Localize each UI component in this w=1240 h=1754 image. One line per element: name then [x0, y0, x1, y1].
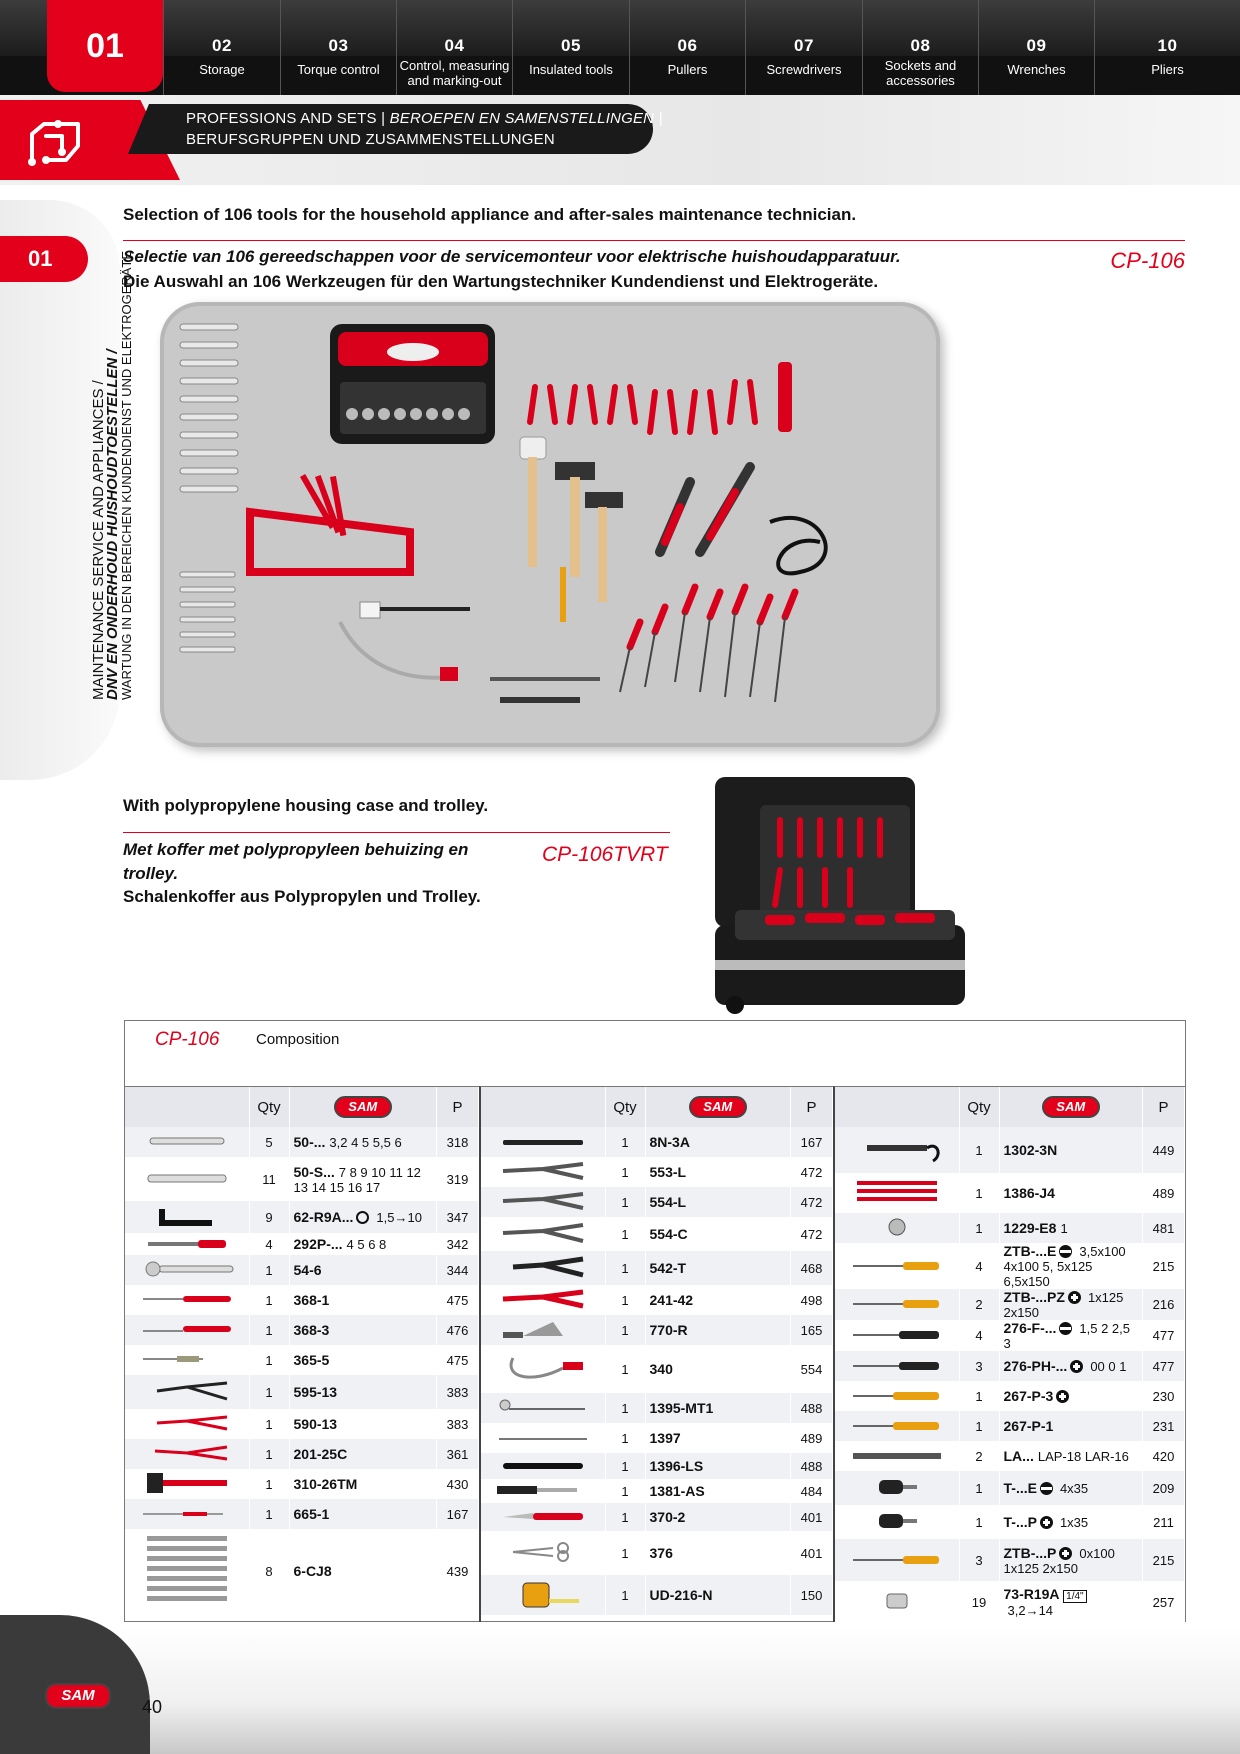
header-image: [481, 1087, 605, 1127]
punch-icon: [481, 1127, 605, 1157]
table-row: 9 62-R9A... 1,5→10 347: [125, 1201, 479, 1233]
punch-set-icon: [125, 1529, 249, 1613]
scriber-icon: [125, 1499, 249, 1529]
table-row: 1 1395-MT1 488: [481, 1393, 833, 1423]
table-row: 2 LA... LAP-18 LAR-16 420: [835, 1441, 1185, 1471]
header-brand: [289, 1087, 437, 1127]
table-row: 2 ZTB-...PZ 1x125 2x150 216: [835, 1289, 1185, 1320]
table-row: 19 73-R19A 1/4"3,2→14 257: [835, 1581, 1185, 1623]
wrench-icon: [125, 1127, 249, 1157]
nav-item-torque-control[interactable]: 03 Torque control: [280, 0, 396, 95]
table-row: 1 365-5 475: [125, 1345, 479, 1375]
nav-item-storage[interactable]: 02 Storage: [163, 0, 280, 95]
flashlight-icon: [481, 1453, 605, 1479]
table-row: 1 T-...P 1x35 211: [835, 1505, 1185, 1539]
sam-logo: SAM: [689, 1096, 747, 1118]
table-row: 1 376 401: [481, 1531, 833, 1575]
divider: [123, 240, 1185, 241]
stubby-screwdriver-icon: [835, 1471, 959, 1505]
water-pump-pliers-icon: [125, 1439, 249, 1469]
header-qty: Qty: [605, 1087, 645, 1127]
table-row: 1 310-26TM 430: [125, 1469, 479, 1499]
header-brand: [999, 1087, 1143, 1127]
product-reference: CP-106: [1110, 248, 1185, 273]
screwdriver-icon: [835, 1539, 959, 1581]
screwdriver-icon: [835, 1381, 959, 1411]
table-row: 1 595-13 383: [125, 1375, 479, 1409]
table-row: 1 665-1 167: [125, 1499, 479, 1529]
sam-logo: SAM: [45, 1683, 111, 1709]
composition-ref: CP-106: [155, 1029, 220, 1050]
phillips-tip-icon: [1040, 1516, 1053, 1529]
hex-key-icon: [125, 1201, 249, 1233]
case-de: Schalenkoffer aus Polypropylen und Trolley.: [123, 887, 481, 906]
tweezers-icon: [125, 1345, 249, 1375]
header-qty: Qty: [959, 1087, 999, 1127]
title-en: PROFESSIONS AND SETS |: [186, 110, 386, 127]
table-row: 1 1397 489: [481, 1423, 833, 1453]
side-line-de: WARTUNG IN DEN BEREICHEN KUNDENDIENST UND ELEKTROGERÄTE: [119, 250, 134, 700]
precision-screwdriver-icon: [835, 1320, 959, 1351]
nav-item-sockets[interactable]: 08 Sockets and accessories: [862, 0, 978, 95]
intro-de: Die Auswahl an 106 Werkzeugen für den Wartungstechniker Kundendienst und Elektrogeräte.: [123, 272, 879, 291]
side-category-label: [90, 250, 134, 700]
table-row: 1 267-P-1 231: [835, 1411, 1185, 1441]
title-de: BERUFSGRUPPEN UND ZUSAMMENSTELLUNGEN: [186, 131, 555, 148]
header-image: [125, 1087, 249, 1127]
table-row: 1 1386-J4 489: [835, 1173, 1185, 1213]
pliers-icon: [481, 1187, 605, 1217]
nav-item-pullers[interactable]: 06 Pullers: [629, 0, 745, 95]
side-tab-number[interactable]: 01: [0, 236, 88, 282]
table-row: 4 276-F-... 1,5 2 2,5 3 477: [835, 1320, 1185, 1351]
pin-punch-set-icon: [835, 1173, 959, 1213]
stubby-screwdriver-icon: [835, 1505, 959, 1539]
table-row: 4 292P-... 4 5 6 8 342: [125, 1233, 479, 1255]
phillips-tip-icon: [1056, 1390, 1069, 1403]
section-title: [186, 108, 663, 150]
circuit-tool-icon: [26, 116, 86, 168]
screwdriver-icon: [835, 1289, 959, 1320]
nav-item-active[interactable]: 01: [47, 0, 163, 92]
table-row: 1 241-42 498: [481, 1285, 833, 1315]
inspection-mirror-icon: [481, 1393, 605, 1423]
magnetic-pickup-icon: [481, 1423, 605, 1453]
table-row: 3 276-PH-... 00 0 1 477: [835, 1351, 1185, 1381]
table-row: 1 T-...E 4x35 209: [835, 1471, 1185, 1505]
combination-wrench-icon: [125, 1157, 249, 1201]
pliers-icon: [125, 1375, 249, 1409]
trolley-case-photo: [705, 775, 1005, 1015]
table-row: 1 553-L 472: [481, 1157, 833, 1187]
soldering-iron-icon: [835, 1127, 959, 1173]
tape-measure-icon: [481, 1575, 605, 1615]
intro-en: Selection of 106 tools for the household appliance and after-sales maintenance technician.: [123, 205, 857, 224]
header-image: [835, 1087, 959, 1127]
scissors-icon: [481, 1531, 605, 1575]
table-row: 1 340 554: [481, 1345, 833, 1393]
tool-layout-illustration: [160, 302, 940, 747]
pozidriv-tip-icon: [1068, 1291, 1081, 1304]
side-line-nl: DNV EN ONDERHOUD HUISHOUDTOESTELLEN /: [104, 349, 121, 700]
table-row: 1 54-6 344: [125, 1255, 479, 1285]
tool-set-photo: [160, 302, 940, 747]
case-en: With polypropylene housing case and trolley.: [123, 796, 489, 815]
table-row: 5 50-... 3,2 4 5 5,5 6 318: [125, 1127, 479, 1157]
footer-logo: [45, 1683, 111, 1709]
table-row: 1 770-R 165: [481, 1315, 833, 1345]
tweezers-icon: [125, 1315, 249, 1345]
adjustable-wrench-icon: [125, 1255, 249, 1285]
nav-item-insulated-tools[interactable]: 05 Insulated tools: [512, 0, 629, 95]
table-row: 1 267-P-3 230: [835, 1381, 1185, 1411]
case-reference: CP-106TVRT: [542, 843, 668, 866]
table-row: 1 201-25C 361: [125, 1439, 479, 1469]
pliers-icon: [481, 1217, 605, 1251]
header-qty: Qty: [249, 1087, 289, 1127]
pliers-icon: [125, 1409, 249, 1439]
composition-column-2: [479, 1086, 833, 1622]
table-row: 1 1396-LS 488: [481, 1453, 833, 1479]
title-nl: BEROEPEN EN SAMENSTELLINGEN |: [389, 110, 663, 127]
sam-logo: SAM: [1042, 1096, 1100, 1118]
page-number: 40: [142, 1697, 163, 1717]
table-row: 1 554-C 472: [481, 1217, 833, 1251]
composition-column-1: [125, 1086, 479, 1622]
nut-driver-icon: [125, 1233, 249, 1255]
table-row: 1 1302-3N 449: [835, 1127, 1185, 1173]
composition-table: [124, 1020, 1186, 1622]
solder-reel-icon: [835, 1213, 959, 1243]
table-row: 8 6-CJ8 439: [125, 1529, 479, 1613]
nav-item-control-measuring[interactable]: 04 Control, measuring and marking-out: [396, 0, 512, 95]
cutting-pliers-icon: [481, 1251, 605, 1285]
table-row: 1 368-3 476: [125, 1315, 479, 1345]
nav-item-wrenches[interactable]: 09 Wrenches: [978, 0, 1094, 95]
table-row: 1 1381-AS 484: [481, 1479, 833, 1503]
table-row: 1 542-T 468: [481, 1251, 833, 1285]
composition-title: Composition: [256, 1031, 340, 1048]
flat-tip-icon: [1040, 1482, 1053, 1495]
screwdriver-icon: [835, 1243, 959, 1289]
socket-icon: [835, 1581, 959, 1623]
feeler-gauge-icon: [481, 1315, 605, 1345]
side-line-en: MAINTENANCE SERVICE AND APPLIANCES /: [90, 380, 107, 700]
hammer-icon: [125, 1469, 249, 1499]
telescopic-magnet-icon: [481, 1479, 605, 1503]
case-nl: Met koffer met polypropyleen behuizing en trolley.: [123, 840, 469, 883]
divider: [123, 832, 670, 833]
table-row: 3 ZTB-...P 0x100 1x125 2x150 215: [835, 1539, 1185, 1581]
precision-screwdriver-icon: [835, 1351, 959, 1381]
drive-size-badge: 1/4": [1063, 1590, 1086, 1603]
tweezers-icon: [125, 1285, 249, 1315]
file-icon: [835, 1441, 959, 1471]
header-p: P: [791, 1087, 833, 1127]
table-row: 1 554-L 472: [481, 1187, 833, 1217]
table-row: 11 50-S... 7 8 9 10 11 12 13 14 15 16 17 319: [125, 1157, 479, 1201]
table-row: 1 1229-E8 1 481: [835, 1213, 1185, 1243]
table-row: 1 590-13 383: [125, 1409, 479, 1439]
footer: [0, 1628, 1240, 1754]
nav-item-screwdrivers[interactable]: 07 Screwdrivers: [745, 0, 862, 95]
sam-logo: SAM: [334, 1096, 392, 1118]
pickup-tool-icon: [481, 1345, 605, 1393]
crimping-pliers-icon: [481, 1285, 605, 1315]
header-brand: [645, 1087, 791, 1127]
phillips-tip-icon: [1070, 1360, 1083, 1373]
table-row: 1 370-2 401: [481, 1503, 833, 1531]
intro-nl: Selectie van 106 gereedschappen voor de servicemonteur voor elektrische huishoudapparatuur.: [123, 247, 901, 266]
composition-column-3: [833, 1086, 1185, 1622]
flat-tip-icon: [1059, 1322, 1072, 1335]
header-p: P: [437, 1087, 479, 1127]
pliers-icon: [481, 1157, 605, 1187]
phillips-tip-icon: [1059, 1547, 1072, 1560]
trolley-case-illustration: [705, 775, 1005, 1015]
table-row: 1 UD-216-N 150: [481, 1575, 833, 1615]
knife-icon: [481, 1503, 605, 1531]
table-row: 1 8N-3A 167: [481, 1127, 833, 1157]
table-row: 1 368-1 475: [125, 1285, 479, 1315]
header-p: P: [1143, 1087, 1185, 1127]
screwdriver-icon: [835, 1411, 959, 1441]
nav-item-pliers[interactable]: 10 Pliers: [1094, 0, 1240, 95]
table-row: 4 ZTB-...E 3,5x100 4x100 5, 5x125 6,5x150 215: [835, 1243, 1185, 1289]
flat-tip-icon: [1059, 1245, 1072, 1258]
ring-icon: [356, 1211, 369, 1224]
